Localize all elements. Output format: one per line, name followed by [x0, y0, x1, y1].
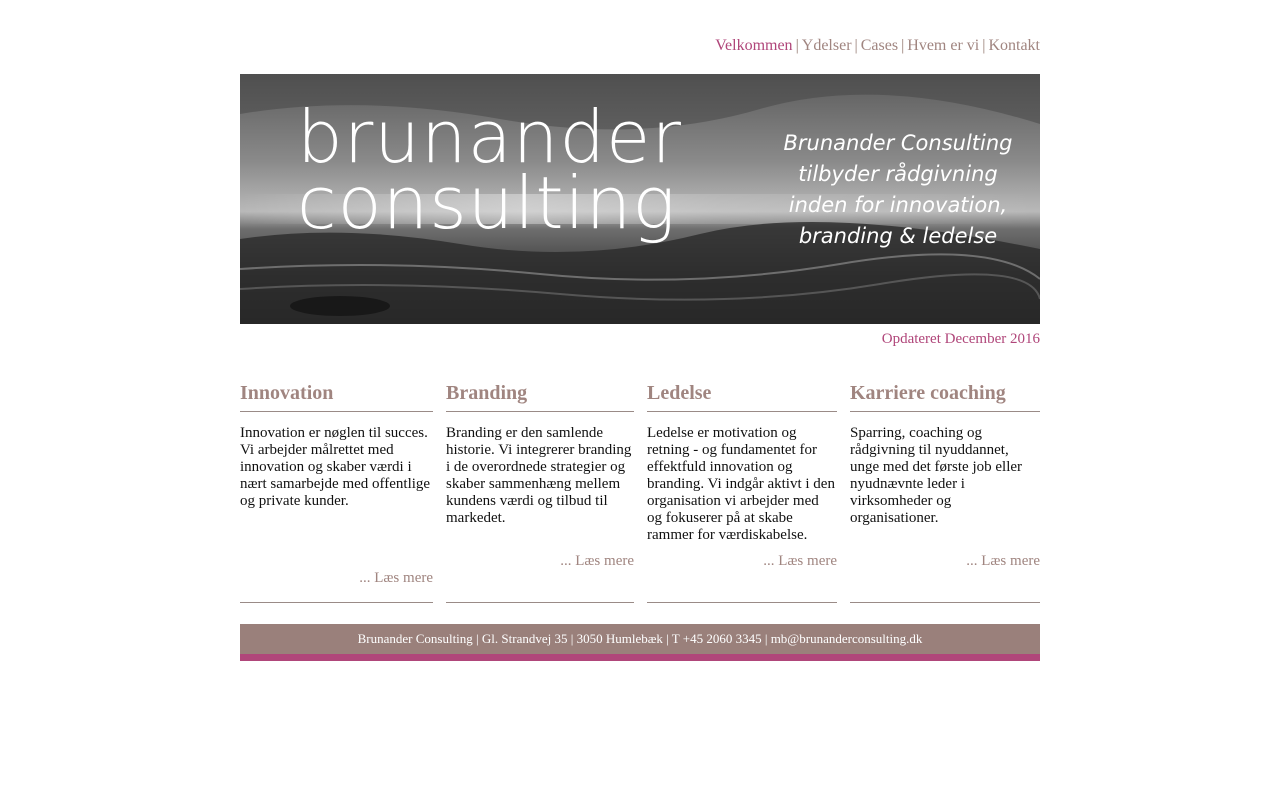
tagline-line: inden for innovation, — [788, 193, 1008, 217]
column-text: Innovation er nøglen til succes. Vi arbejder målrettet med innovation og skaber værdi i nært samarbejde med offentlige og private kunder. — [240, 425, 431, 509]
read-more-link[interactable]: ... Læs mere — [763, 553, 837, 569]
column-ledelse — [647, 380, 837, 603]
nav-item-ydelser[interactable]: Ydelser — [801, 37, 852, 54]
column-innovation — [240, 380, 433, 603]
banner-tagline — [778, 128, 1018, 252]
main-nav — [715, 36, 1040, 56]
read-more-link[interactable]: ... Læs mere — [966, 553, 1040, 569]
nav-separator: | — [901, 37, 905, 54]
nav-item-hvem-er-vi[interactable]: Hvem er vi — [907, 37, 980, 54]
nav-separator: | — [982, 37, 986, 54]
footer-phone: T +45 2060 3345 — [671, 631, 762, 646]
footer-company: Brunander Consulting — [357, 631, 473, 646]
column-title: Branding — [446, 380, 634, 412]
tagline-line: tilbyder rådgivning — [798, 162, 998, 186]
column-text: Sparring, coaching og rådgivning til nyuddannet, unge med det første job eller nyudnævnte leder i virksomheder og organisationer. — [850, 425, 1023, 526]
nav-separator: | — [854, 37, 858, 54]
column-text: Ledelse er motivation og retning - og fundamentet for effektfuld innovation og branding. Vi indgår aktivt i den organisation vi arbejder med og fokuserer på at skabe rammer for værdiskabelse. — [647, 425, 835, 543]
footer-contact-bar: Brunander Consulting | Gl. Strandvej 35 | 3050 Humlebæk | T +45 2060 3345 | mb@brunanderconsulting.dk — [240, 624, 1040, 654]
column-karriere-coaching — [850, 380, 1040, 603]
nav-separator: | — [795, 37, 799, 54]
nav-item-cases[interactable]: Cases — [860, 37, 899, 54]
column-title: Karriere coaching — [850, 380, 1040, 412]
nav-item-kontakt[interactable]: Kontakt — [988, 37, 1040, 54]
read-more-link[interactable]: ... Læs mere — [560, 553, 634, 569]
tagline-line: branding & ledelse — [798, 224, 998, 248]
updated-date: Opdateret December 2016 — [881, 331, 1040, 347]
logo-text-brunander: brunander — [297, 95, 682, 179]
footer-city: 3050 Humlebæk — [576, 631, 663, 646]
nav-item-velkommen[interactable]: Velkommen — [715, 37, 793, 54]
column-text: Branding er den samlende historie. Vi integrerer branding i de overordnede strategier og skaber sammenhæng mellem kundens værdi og tilbud til markedet. — [446, 425, 632, 526]
column-branding — [446, 380, 634, 603]
column-title: Ledelse — [647, 380, 837, 412]
footer-accent-strip — [240, 654, 1040, 661]
hero-banner — [240, 74, 1040, 324]
logo-text-consulting: consulting — [297, 161, 677, 245]
footer-address: Gl. Strandvej 35 — [481, 631, 568, 646]
footer-email[interactable]: mb@brunanderconsulting.dk — [770, 631, 923, 646]
tagline-line: Brunander Consulting — [783, 131, 1013, 155]
column-title: Innovation — [240, 380, 433, 412]
read-more-link[interactable]: ... Læs mere — [359, 570, 433, 586]
